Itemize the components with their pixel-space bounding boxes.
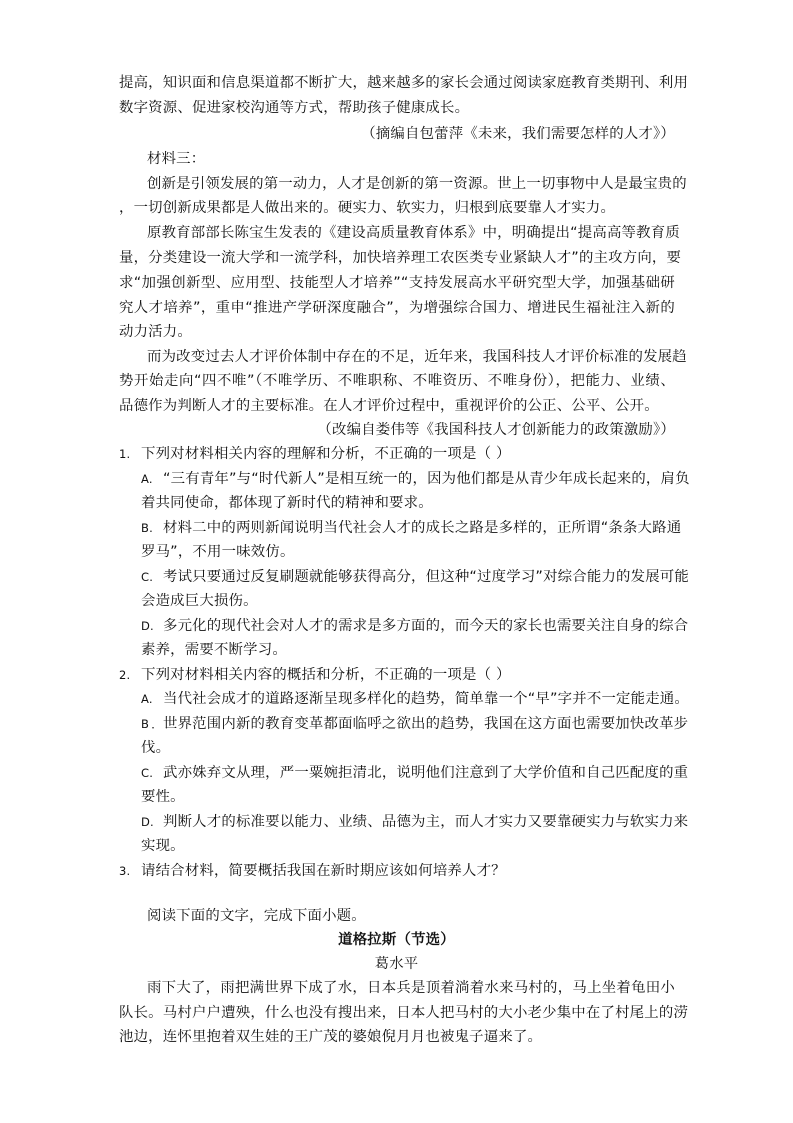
reading-author: 葛水平: [374, 956, 419, 972]
material3-p3-line1: 而为改变过去人才评价体制中存在的不足，近年来，我国科技人才评价标准的发展趋: [147, 349, 687, 365]
q1-option-b-line2: 罗马”，不用一味效仿。: [141, 544, 295, 560]
q2-option-b-line2: 伐。: [141, 740, 171, 756]
option-text: 武亦姝弃文从理，严一粟婉拒清北，说明他们注意到了大学价值和自己匹配度的重: [163, 765, 689, 781]
material3-p1-line2: ，一切创新成果都是人做出来的。硬实力、软实力，归根到底要靠人才实力。: [119, 200, 616, 216]
option-label: D.: [141, 815, 154, 829]
option-label: C.: [141, 766, 154, 780]
material3-p2-line3: 求“加强创新型、应用型、技能型人才培养”“支持发展高水平研究型大学，加强基础研: [119, 275, 675, 291]
question-text: 下列对材料相关内容的概括和分析，不正确的一项是（ ）: [141, 667, 511, 683]
question-3-stem: [119, 861, 675, 881]
option-text: 当代社会成才的道路逐渐呈现多样化的趋势，简单靠一个“早”字并不一定能走通。: [163, 691, 689, 707]
option-label: C.: [141, 570, 154, 584]
q1-option-c-line2: 会造成巨大损伤。: [141, 593, 258, 609]
question-1-stem: [119, 444, 675, 464]
material3-p3-line2: 势开始走向“四不唯”（不唯学历、不唯职称、不唯资历、不唯身份），把能力、业绩、: [119, 373, 675, 389]
question-text: 下列对材料相关内容的理解和分析，不正确的一项是（ ）: [141, 446, 511, 462]
material3-p3-line3: 品德作为判断人才的主要标准。在人才评价过程中，重视评价的公正、公平、公开。: [119, 398, 659, 414]
q2-option-c-line1: [141, 763, 689, 783]
q1-option-d-line2: 素养，需要不断学习。: [141, 642, 287, 658]
q2-option-d-line2: 实现。: [141, 838, 185, 854]
material3-heading: 材料三：: [147, 151, 206, 167]
material3-p2-line1: 原教育部部长陈宝生发表的《建设高质量教育体系》中，明确提出“提高高等教育质: [147, 225, 680, 241]
option-label: A.: [141, 692, 153, 706]
source-material-2: （摘编自包蕾萍《未来，我们需要怎样的人才》）: [361, 126, 675, 142]
source-material-3: （改编自娄伟等《我国科技人才创新能力的政策激励》）: [317, 422, 675, 438]
option-text: 考试只要通过反复刷题就能够获得高分，但这种“过度学习”对综合能力的发展可能: [163, 569, 689, 585]
option-label: B.: [141, 521, 153, 535]
option-label: B．: [141, 717, 163, 731]
question-number: 2.: [119, 668, 131, 682]
q1-option-b-line1: [141, 518, 682, 538]
material3-p1-line1: 创新是引领发展的第一动力，人才是创新的第一资源。世上一切事物中人是最宝贵的: [147, 176, 687, 192]
reading-p1-line1: 雨下大了，雨把满世界下成了水，日本兵是顶着淌着水来马村的，马上坐着龟田小: [147, 980, 675, 996]
q1-option-c-line1: [141, 567, 689, 587]
q2-option-b-line1: [141, 714, 689, 734]
option-text: 世界范围内新的教育变革都面临呼之欲出的趋势，我国在这方面也需要加快改革步: [163, 716, 689, 732]
option-text: 多元化的现代社会对人才的需求是多方面的，而今天的家长也需要关注自身的综合: [163, 618, 689, 634]
q1-option-a-line1: [141, 469, 690, 489]
option-label: A.: [141, 472, 153, 486]
reading-p1-line2: 队长。马村户户遭殃，什么也没有搜出来，日本人把马村的大小老少集中在了村尾上的涝: [119, 1005, 689, 1021]
option-text: “三有青年”与“时代新人”是相互统一的，因为他们都是从青少年成长起来的，肩负: [163, 471, 690, 487]
question-2-stem: [119, 665, 675, 685]
option-label: D.: [141, 619, 154, 633]
reading-p1-line3: 池边，连怀里抱着双生娃的王广茂的婆娘倪月月也被鬼子逼来了。: [119, 1029, 543, 1045]
intro-line-1: 提高，知识面和信息渠道都不断扩大，越来越多的家长会通过阅读家庭教育类期刊、利用: [119, 75, 689, 91]
question-number: 3.: [119, 864, 131, 878]
reading-instruction: 阅读下面的文字，完成下面小题。: [147, 908, 366, 924]
q1-option-d-line1: [141, 616, 689, 636]
intro-line-2: 数字资源、促进家校沟通等方式，帮助孩子健康成长。: [119, 100, 470, 116]
question-text: 请结合材料，简要概括我国在新时期应该如何培养人才？: [141, 863, 506, 879]
material3-p2-line2: 量，分类建设一流大学和一流学科，加快培养理工农医类专业紧缺人才”的主攻方向，要: [119, 250, 682, 266]
material3-p2-line5: 动力活力。: [119, 324, 192, 340]
material3-p2-line4: 究人才培养”，重申“推进产学研深度融合”，为增强综合国力、增进民生福祉注入新的: [119, 300, 675, 316]
option-text: 材料二中的两则新闻说明当代社会人才的成长之路是多样的，正所谓“条条大路通: [163, 520, 682, 536]
option-text: 判断人才的标准要以能力、业绩、品德为主，而人才实力又要靠硬实力与软实力来: [163, 814, 689, 830]
q2-option-c-line2: 要性。: [141, 789, 185, 805]
q1-option-a-line2: 着共同使命，都体现了新时代的精神和要求。: [141, 495, 433, 511]
question-number: 1.: [119, 447, 131, 461]
reading-title: 道格拉斯（节选）: [338, 932, 455, 948]
q2-option-d-line1: [141, 812, 689, 832]
q2-option-a-line1: [141, 689, 697, 709]
